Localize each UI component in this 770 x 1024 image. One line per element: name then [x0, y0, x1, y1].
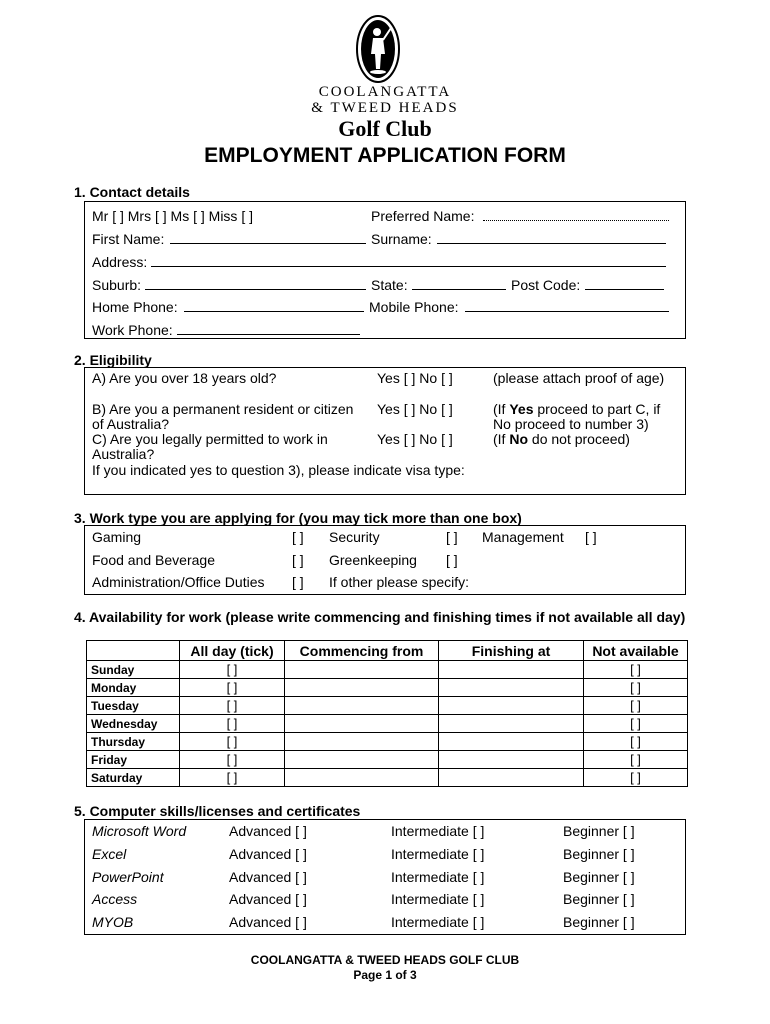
allday-checkbox[interactable]: [ ] [180, 679, 285, 697]
address-label: Address: [92, 254, 148, 270]
commencing-cell[interactable] [285, 715, 439, 733]
skill-intermediate-checkbox[interactable]: Intermediate [ ] [391, 846, 485, 862]
table-row [87, 715, 688, 733]
question-c-yes-no[interactable]: Yes [ ] No [ ] [377, 431, 453, 447]
club-name-line2: & TWEED HEADS [311, 100, 459, 116]
table-row [87, 733, 688, 751]
work-food-label: Food and Beverage [92, 552, 215, 568]
suburb-field[interactable] [145, 289, 366, 290]
footer-club-name: COOLANGATTA & TWEED HEADS GOLF CLUB [250, 953, 520, 967]
footer-page-number: Page 1 of 3 [353, 968, 417, 982]
skill-name: PowerPoint [92, 869, 164, 885]
mobile-phone-field[interactable] [465, 311, 669, 312]
home-phone-field[interactable] [184, 311, 364, 312]
question-b-note-line2: No proceed to number 3) [493, 416, 649, 432]
state-field[interactable] [412, 289, 506, 290]
suburb-label: Suburb: [92, 277, 142, 293]
commencing-cell[interactable] [285, 661, 439, 679]
home-phone-label: Home Phone: [92, 299, 178, 315]
mobile-phone-label: Mobile Phone: [369, 299, 459, 315]
day-name: Thursday [87, 733, 180, 751]
golf-club-logo [355, 14, 401, 84]
work-management-checkbox[interactable]: [ ] [585, 529, 597, 545]
form-title: EMPLOYMENT APPLICATION FORM [204, 144, 566, 167]
skill-intermediate-checkbox[interactable]: Intermediate [ ] [391, 823, 485, 839]
contact-heading: 1. Contact details [74, 184, 190, 200]
skill-beginner-checkbox[interactable]: Beginner [ ] [563, 869, 635, 885]
availability-col-commencing: Commencing from [285, 641, 439, 661]
finishing-cell[interactable] [439, 769, 584, 787]
work-gaming-label: Gaming [92, 529, 142, 545]
work-security-checkbox[interactable]: [ ] [446, 529, 458, 545]
address-field[interactable] [151, 266, 666, 267]
question-a: A) Are you over 18 years old? [92, 370, 277, 386]
work-management-label: Management [482, 529, 564, 545]
work-other-label: If other please specify: [329, 574, 470, 590]
finishing-cell[interactable] [439, 733, 584, 751]
post-code-label: Post Code: [511, 277, 581, 293]
skill-advanced-checkbox[interactable]: Advanced [ ] [229, 914, 307, 930]
surname-label: Surname: [371, 231, 432, 247]
question-b-note-line1: (If Yes proceed to part C, if [493, 401, 661, 417]
finishing-cell[interactable] [439, 751, 584, 769]
allday-checkbox[interactable]: [ ] [180, 733, 285, 751]
table-row [87, 769, 688, 787]
day-name: Saturday [87, 769, 180, 787]
first-name-label: First Name: [92, 231, 165, 247]
title-options[interactable]: Mr [ ] Mrs [ ] Ms [ ] Miss [ ] [92, 208, 253, 224]
state-label: State: [371, 277, 408, 293]
skill-advanced-checkbox[interactable]: Advanced [ ] [229, 846, 307, 862]
day-name: Tuesday [87, 697, 180, 715]
table-row [87, 661, 688, 679]
table-row [87, 679, 688, 697]
visa-type-label: If you indicated yes to question 3), please indicate visa type: [92, 462, 465, 478]
skill-name: Excel [92, 846, 127, 862]
work-admin-checkbox[interactable]: [ ] [292, 574, 304, 590]
work-food-checkbox[interactable]: [ ] [292, 552, 304, 568]
availability-col-day [87, 641, 180, 661]
preferred-name-field[interactable] [483, 220, 669, 221]
skill-intermediate-checkbox[interactable]: Intermediate [ ] [391, 869, 485, 885]
commencing-cell[interactable] [285, 697, 439, 715]
question-c-note: (If No do not proceed) [493, 431, 630, 447]
work-greenkeeping-label: Greenkeeping [329, 552, 417, 568]
commencing-cell[interactable] [285, 733, 439, 751]
skill-advanced-checkbox[interactable]: Advanced [ ] [229, 891, 307, 907]
skill-beginner-checkbox[interactable]: Beginner [ ] [563, 891, 635, 907]
availability-col-allday: All day (tick) [180, 641, 285, 661]
finishing-cell[interactable] [439, 661, 584, 679]
allday-checkbox[interactable]: [ ] [180, 769, 285, 787]
finishing-cell[interactable] [439, 697, 584, 715]
not-available-checkbox[interactable]: [ ] [584, 697, 688, 715]
preferred-name-label: Preferred Name: [371, 208, 475, 224]
question-c-line1: C) Are you legally permitted to work in [92, 431, 328, 447]
availability-heading: 4. Availability for work (please write commencing and finishing times if not available all day) [74, 609, 686, 625]
first-name-field[interactable] [170, 243, 366, 244]
commencing-cell[interactable] [285, 679, 439, 697]
question-b-line2: of Australia? [92, 416, 170, 432]
not-available-checkbox[interactable]: [ ] [584, 679, 688, 697]
skill-name: Microsoft Word [92, 823, 187, 839]
finishing-cell[interactable] [439, 679, 584, 697]
skill-beginner-checkbox[interactable]: Beginner [ ] [563, 823, 635, 839]
not-available-checkbox[interactable]: [ ] [584, 751, 688, 769]
post-code-field[interactable] [585, 289, 664, 290]
work-greenkeeping-checkbox[interactable]: [ ] [446, 552, 458, 568]
skill-beginner-checkbox[interactable]: Beginner [ ] [563, 846, 635, 862]
work-gaming-checkbox[interactable]: [ ] [292, 529, 304, 545]
skill-name: MYOB [92, 914, 134, 930]
skill-advanced-checkbox[interactable]: Advanced [ ] [229, 869, 307, 885]
work-type-heading: 3. Work type you are applying for (you may tick more than one box) [74, 510, 522, 526]
not-available-checkbox[interactable]: [ ] [584, 733, 688, 751]
skill-intermediate-checkbox[interactable]: Intermediate [ ] [391, 891, 485, 907]
day-name: Sunday [87, 661, 180, 679]
work-security-label: Security [329, 529, 380, 545]
commencing-cell[interactable] [285, 751, 439, 769]
question-a-note: (please attach proof of age) [493, 370, 665, 386]
not-available-checkbox[interactable]: [ ] [584, 715, 688, 733]
day-name: Friday [87, 751, 180, 769]
question-b-line1: B) Are you a permanent resident or citizen [92, 401, 354, 417]
day-name: Wednesday [87, 715, 180, 733]
table-row [87, 751, 688, 769]
club-name-line3: Golf Club [338, 116, 432, 141]
club-name-line1: COOLANGATTA [318, 84, 452, 100]
allday-checkbox[interactable]: [ ] [180, 751, 285, 769]
not-available-checkbox[interactable]: [ ] [584, 661, 688, 679]
finishing-cell[interactable] [439, 715, 584, 733]
skill-name: Access [92, 891, 138, 907]
allday-checkbox[interactable]: [ ] [180, 715, 285, 733]
question-c-line2: Australia? [92, 446, 155, 462]
skill-beginner-checkbox[interactable]: Beginner [ ] [563, 914, 635, 930]
not-available-checkbox[interactable]: [ ] [584, 769, 688, 787]
availability-table [86, 640, 688, 787]
surname-field[interactable] [437, 243, 666, 244]
availability-col-not-available: Not available [584, 641, 688, 661]
question-a-yes-no[interactable]: Yes [ ] No [ ] [377, 370, 453, 386]
work-phone-field[interactable] [177, 334, 360, 335]
work-phone-label: Work Phone: [92, 322, 173, 338]
availability-header-row [87, 641, 688, 661]
skill-advanced-checkbox[interactable]: Advanced [ ] [229, 823, 307, 839]
question-b-yes-no[interactable]: Yes [ ] No [ ] [377, 401, 453, 417]
work-admin-label: Administration/Office Duties [92, 574, 265, 590]
skills-heading: 5. Computer skills/licenses and certificates [74, 803, 361, 819]
skill-intermediate-checkbox[interactable]: Intermediate [ ] [391, 914, 485, 930]
allday-checkbox[interactable]: [ ] [180, 661, 285, 679]
allday-checkbox[interactable]: [ ] [180, 697, 285, 715]
commencing-cell[interactable] [285, 769, 439, 787]
availability-col-finishing: Finishing at [439, 641, 584, 661]
day-name: Monday [87, 679, 180, 697]
eligibility-heading: 2. Eligibility [74, 352, 152, 368]
table-row [87, 697, 688, 715]
